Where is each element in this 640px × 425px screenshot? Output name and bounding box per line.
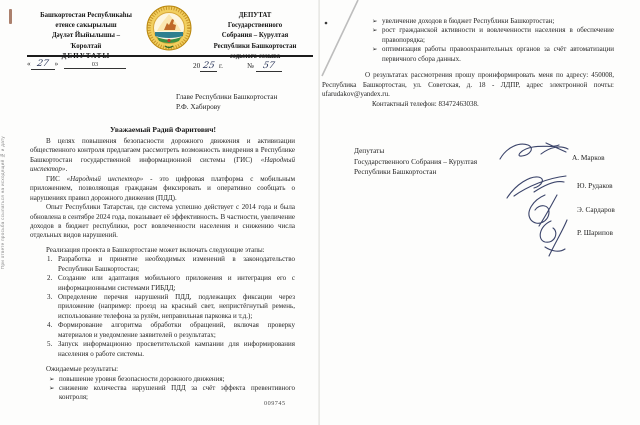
letterhead-russian-line: ДЕПУТАТ [238,12,272,19]
stage-item: Запуск информационно просветительской кампании для информирования населения о работе системы. [58,340,295,358]
side-note-text: При ответе просьба ссылаться на исходящий № и дату [0,136,5,270]
signer-name: А. Марков [572,153,605,162]
bullet-row [372,17,614,26]
letterhead-russian-line: Республики Башкортостан [213,42,297,50]
quote-open: « [27,60,31,68]
arrow-bullet-icon: ➢ [49,375,55,383]
stages-intro: Реализация проекта в Башкортостане может включать следующие этапы: [46,245,265,254]
bullet-text: снижение количества нарушений ПДД за счёт эффекта превентивного контроля; [59,383,295,402]
bullet-text: рост гражданской активности и вовлеченности населения в обеспечение правопорядка; [382,26,614,44]
signature-title-block [354,146,477,178]
stage-item: Формирование алгоритма обработки обращений, включая проверку материалов и уведомление заявителей о результатах; [58,321,295,339]
handwritten-year: 25 [202,61,216,71]
date-and-number-line [27,60,313,74]
bullet-text: увеличение доходов в бюджет Республики Башкортостан; [382,17,555,25]
bullet-row [49,375,295,384]
contact-phone: Контактный телефон: 83472463038. [372,99,479,108]
arrow-bullet-icon: ➢ [49,384,55,392]
closing-paragraph: О результатах рассмотрения прошу проинформировать меня по адресу: 450008, Республика Башкортостан, ул. Советская, д. 18 - ЛДПР, адрес электронной почты: ufarudakov@yandex.ru. [322,71,614,99]
letter-body-page2 [322,17,614,109]
letterhead-russian-line: Государственного [227,22,283,30]
stage-item: Определение перечня нарушений ПДД, подлежащих фиксации через приложение (например: проезд на красный свет, непристёгнутый ремень, использование телефона за рулём, неправильная парковка и т.д.); [58,293,295,320]
signer-name: Э. Сардаров [577,205,615,214]
paragraph: Опыт Республики Татарстан, где система успешно действует с 2014 года и была обновлена в сентябре 2024 года, показывает её эффективность. В частности, увеличение доходов в бюджет республики, рост вовлеченности населения и снижению числа отдельных видов нарушений. [30,203,295,240]
year-suffix: г. [218,62,223,70]
quote-close: » [54,60,59,68]
paragraph [30,175,295,203]
paragraph-text: - это цифровая платформа с мобильным приложением, позволяющая гражданам фиксировать и оперативно сообщать о нарушениях правил дорожного движения (ПДД). [30,174,295,202]
bullet-text: повышение уровня безопасности дорожного движения; [59,374,225,383]
bullet-row [49,384,295,403]
paragraph [30,137,295,175]
number-label: № [247,62,254,70]
bullet-row [372,26,614,45]
letterhead-divider [27,55,313,57]
stages-list [30,255,295,359]
addressee-line: Главе Республики Башкортостан [176,92,278,101]
red-tape-mark [9,9,12,24]
system-name-italic: «Народный инспектор» [30,155,295,174]
signature-sharipov [528,216,574,260]
letterhead-bashkir-line: етенсе саҡырылыш [55,22,117,30]
arrow-bullet-icon: ➢ [372,27,378,35]
letterhead-bashkir-line: Дәүләт Йыйылышы – [51,32,121,40]
handwritten-number: 57 [262,61,276,71]
signature-title-line: Государственного Собрания – Курултая [354,156,478,166]
letter-body-page1 [30,137,295,403]
handwritten-day: 27 [36,59,50,69]
arrow-bullet-icon: ➢ [372,46,378,54]
letterhead-russian-line: Собрания – Курултая [221,32,289,40]
salutation: Уважаемый Радий Фаритович! [110,125,216,134]
paragraph-text: . [65,165,68,174]
addressee-block [176,92,277,112]
arrow-bullet-icon: ➢ [372,18,378,25]
bullet-row [372,45,614,64]
handwritten-month: 03 [64,61,126,69]
side-note-vertical [0,136,11,296]
stage-item: Разработка и принятие необходимых изменений в законодательство Республики Башкортостан; [58,255,295,273]
system-name-italic: «Народный инспектор» [66,174,144,183]
stage-item: Создание или адаптация мобильного приложения и интеграция его с информационными системами ГИБДД; [58,274,295,292]
bullet-text: оптимизация работы правоохранительных органов за счёт автоматизации первичного сбора данных. [382,45,614,63]
expected-results-label: Ожидаемые результаты: [46,365,119,374]
year-prefix: 20 [193,62,201,70]
paragraph-text: ГИС [46,174,67,183]
signature-markov [497,139,571,169]
signature-title-line: Республики Башкортостан [354,167,437,177]
signature-title-line: Депутаты [354,146,385,155]
paragraph-text: В целях повышения безопасности дорожного движения и активизации общественного контроля предлагаем рассмотреть возможность внедрения в Республике Башкортостан государственной информационной системы (ГИС) [30,137,295,164]
signer-name: Ю. Рудаков [577,181,613,190]
letterhead-bashkir-line: Башҡортостан Республикаһы [40,12,132,19]
registration-number: 009745 [264,400,286,407]
addressee-line: Р.Ф. Хабирову [176,102,221,112]
letterhead-bashkir-line: Ҡоролтай [70,42,102,50]
bashkortostan-coat-of-arms-icon [145,5,193,55]
signer-name: Р. Шарипов [577,228,613,237]
